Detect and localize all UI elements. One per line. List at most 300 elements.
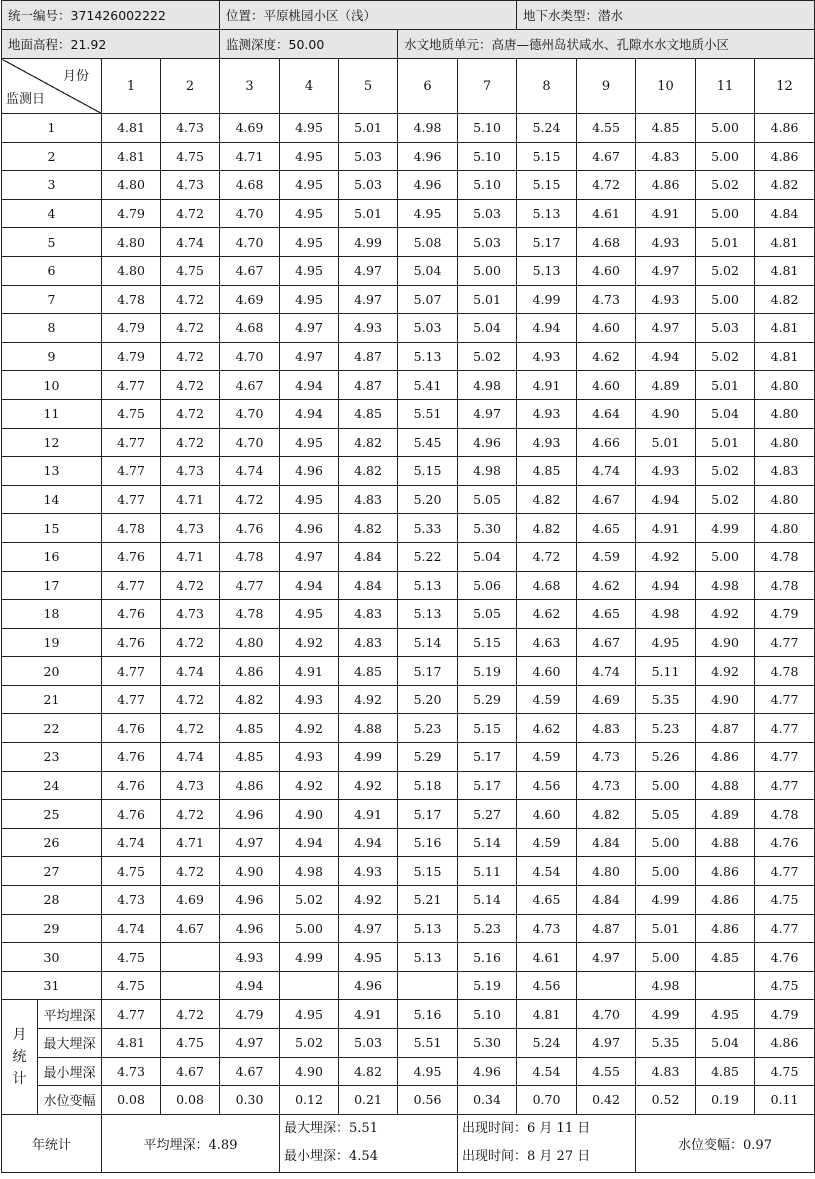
depth-value-cell: 4.71 [220, 142, 280, 171]
depth-value-cell: 4.85 [339, 399, 398, 428]
depth-value-cell: 4.72 [161, 314, 220, 343]
depth-value-cell: 4.97 [280, 314, 339, 343]
depth-value-cell: 4.77 [102, 657, 161, 686]
depth-value-cell: 4.78 [220, 542, 280, 571]
stat-value-cell: 0.34 [458, 1086, 517, 1115]
depth-value-cell: 4.74 [577, 457, 636, 486]
month-header: 10 [636, 59, 696, 114]
depth-value-cell: 4.77 [755, 628, 815, 657]
monthly-stat-row [2, 1029, 815, 1058]
depth-value-cell: 4.73 [161, 771, 220, 800]
monthly-stat-row [2, 1000, 815, 1029]
depth-value-cell: 4.97 [339, 256, 398, 285]
depth-value-cell: 4.63 [517, 628, 577, 657]
depth-value-cell: 4.89 [696, 800, 755, 829]
depth-value-cell: 4.69 [577, 685, 636, 714]
depth-value-cell: 4.60 [577, 256, 636, 285]
day-cell: 27 [2, 857, 102, 886]
depth-value-cell: 4.90 [280, 800, 339, 829]
depth-value-cell: 4.93 [280, 685, 339, 714]
annual-max-depth: 最大埋深：5.51 [284, 1121, 378, 1137]
day-cell: 3 [2, 171, 102, 200]
header-row-1 [2, 1, 815, 30]
table-row [2, 828, 815, 857]
depth-value-cell: 4.84 [339, 542, 398, 571]
stat-value-cell: 4.99 [636, 1000, 696, 1029]
stat-value-cell: 5.03 [339, 1029, 398, 1058]
depth-value-cell: 4.86 [696, 914, 755, 943]
depth-value-cell: 4.82 [220, 685, 280, 714]
depth-value-cell: 4.93 [636, 457, 696, 486]
depth-value-cell: 5.02 [696, 342, 755, 371]
depth-value-cell: 5.00 [636, 828, 696, 857]
depth-value-cell: 5.15 [398, 857, 458, 886]
groundwater-table [1, 0, 815, 1173]
day-cell: 25 [2, 800, 102, 829]
depth-value-cell: 5.33 [398, 514, 458, 543]
depth-value-cell: 4.96 [280, 514, 339, 543]
depth-value-cell: 4.99 [339, 743, 398, 772]
depth-value-cell: 5.02 [696, 256, 755, 285]
depth-value-cell: 5.00 [636, 857, 696, 886]
depth-value-cell [577, 971, 636, 1000]
depth-value-cell: 4.72 [161, 199, 220, 228]
month-header-row [2, 59, 815, 114]
depth-value-cell: 4.69 [220, 285, 280, 314]
stat-value-cell: 5.16 [398, 1000, 458, 1029]
depth-value-cell: 4.92 [636, 542, 696, 571]
depth-value-cell: 4.81 [755, 342, 815, 371]
depth-value-cell: 5.03 [458, 228, 517, 257]
table-row [2, 971, 815, 1000]
day-cell: 13 [2, 457, 102, 486]
depth-value-cell: 4.78 [755, 657, 815, 686]
depth-value-cell: 4.94 [220, 971, 280, 1000]
depth-value-cell: 4.93 [339, 314, 398, 343]
depth-value-cell: 5.03 [398, 314, 458, 343]
day-cell: 1 [2, 114, 102, 143]
month-header: 8 [517, 59, 577, 114]
depth-value-cell: 4.80 [755, 485, 815, 514]
ground-elevation: 地面高程：21.92 [2, 30, 220, 59]
table-row [2, 371, 815, 400]
stat-value-cell: 5.04 [696, 1029, 755, 1058]
depth-value-cell: 4.71 [161, 542, 220, 571]
depth-value-cell: 4.80 [755, 371, 815, 400]
depth-value-cell: 4.84 [755, 199, 815, 228]
stat-value-cell: 5.35 [636, 1029, 696, 1058]
table-row [2, 771, 815, 800]
depth-value-cell: 5.01 [636, 428, 696, 457]
depth-value-cell: 4.91 [280, 657, 339, 686]
depth-value-cell: 4.96 [339, 971, 398, 1000]
stat-value-cell: 4.82 [339, 1057, 398, 1086]
header-row-2 [2, 30, 815, 59]
table-row [2, 256, 815, 285]
stat-value-cell: 4.95 [696, 1000, 755, 1029]
depth-value-cell: 4.78 [220, 600, 280, 629]
depth-value-cell: 4.72 [161, 714, 220, 743]
depth-value-cell: 4.88 [339, 714, 398, 743]
depth-value-cell: 4.77 [102, 685, 161, 714]
depth-value-cell: 5.41 [398, 371, 458, 400]
depth-value-cell: 4.75 [161, 142, 220, 171]
depth-value-cell: 4.93 [517, 428, 577, 457]
depth-value-cell: 4.96 [220, 886, 280, 915]
annual-stats-row [2, 1114, 815, 1172]
depth-value-cell: 4.73 [161, 600, 220, 629]
depth-value-cell: 5.51 [398, 399, 458, 428]
monthly-stats-char: 统 [12, 1049, 27, 1066]
hydrogeologic-unit: 水文地质单元：高唐—德州岛状咸水、孔隙水水文地质小区 [398, 30, 815, 59]
month-axis-label: 月份 [62, 69, 89, 84]
depth-value-cell: 4.97 [636, 256, 696, 285]
depth-value-cell: 4.90 [220, 857, 280, 886]
day-cell: 22 [2, 714, 102, 743]
stat-value-cell: 0.52 [636, 1086, 696, 1115]
stat-value-cell: 4.95 [398, 1057, 458, 1086]
stat-value-cell: 4.72 [161, 1000, 220, 1029]
depth-value-cell: 4.76 [102, 714, 161, 743]
depth-value-cell: 5.03 [696, 314, 755, 343]
depth-value-cell: 4.92 [339, 886, 398, 915]
stat-value-cell: 4.81 [102, 1029, 161, 1058]
depth-value-cell: 4.77 [755, 714, 815, 743]
depth-value-cell: 4.93 [636, 285, 696, 314]
depth-value-cell: 4.92 [339, 685, 398, 714]
depth-value-cell: 5.14 [458, 886, 517, 915]
depth-value-cell: 4.72 [161, 428, 220, 457]
depth-value-cell: 4.90 [696, 685, 755, 714]
depth-value-cell: 4.73 [517, 914, 577, 943]
depth-value-cell: 5.01 [696, 371, 755, 400]
stat-value-cell: 0.21 [339, 1086, 398, 1115]
depth-value-cell: 4.92 [280, 771, 339, 800]
depth-value-cell: 5.01 [458, 285, 517, 314]
depth-value-cell: 4.94 [517, 314, 577, 343]
stat-value-cell: 0.30 [220, 1086, 280, 1115]
depth-value-cell: 5.02 [280, 886, 339, 915]
depth-value-cell: 5.19 [458, 971, 517, 1000]
table-row [2, 428, 815, 457]
depth-value-cell: 4.95 [398, 199, 458, 228]
depth-value-cell: 5.00 [696, 114, 755, 143]
depth-value-cell: 4.73 [161, 514, 220, 543]
depth-value-cell: 4.70 [220, 399, 280, 428]
depth-value-cell: 4.97 [577, 943, 636, 972]
stat-value-cell: 4.81 [517, 1000, 577, 1029]
depth-value-cell: 4.98 [398, 114, 458, 143]
depth-value-cell: 4.82 [339, 514, 398, 543]
depth-value-cell: 4.81 [755, 256, 815, 285]
month-header: 5 [339, 59, 398, 114]
depth-value-cell: 4.73 [102, 886, 161, 915]
table-row [2, 628, 815, 657]
table-row [2, 114, 815, 143]
depth-value-cell: 4.69 [220, 114, 280, 143]
depth-value-cell: 5.17 [398, 657, 458, 686]
depth-value-cell: 4.86 [636, 171, 696, 200]
depth-value-cell: 4.92 [280, 628, 339, 657]
depth-value-cell: 5.13 [398, 943, 458, 972]
day-cell: 16 [2, 542, 102, 571]
monthly-stat-row [2, 1057, 815, 1086]
stat-value-cell: 4.90 [280, 1057, 339, 1086]
depth-value-cell: 4.74 [577, 657, 636, 686]
depth-value-cell: 5.01 [696, 428, 755, 457]
month-header: 11 [696, 59, 755, 114]
annual-range: 水位变幅：0.97 [636, 1114, 815, 1172]
depth-value-cell: 4.70 [220, 342, 280, 371]
depth-value-cell: 4.85 [696, 943, 755, 972]
table-row [2, 342, 815, 371]
stat-value-cell: 0.08 [161, 1086, 220, 1115]
depth-value-cell: 4.76 [755, 828, 815, 857]
depth-value-cell: 4.76 [220, 514, 280, 543]
depth-value-cell: 5.05 [458, 485, 517, 514]
annual-max-time: 出现时间：6 月 11 日 [462, 1121, 591, 1137]
depth-value-cell: 4.60 [577, 371, 636, 400]
day-cell: 20 [2, 657, 102, 686]
stat-value-cell: 5.10 [458, 1000, 517, 1029]
depth-value-cell: 4.54 [517, 857, 577, 886]
month-header: 2 [161, 59, 220, 114]
stat-value-cell: 4.86 [755, 1029, 815, 1058]
stat-value-cell: 4.77 [102, 1000, 161, 1029]
depth-value-cell: 4.82 [517, 485, 577, 514]
depth-value-cell: 5.01 [339, 199, 398, 228]
depth-value-cell: 4.95 [280, 142, 339, 171]
stat-value-cell: 4.97 [577, 1029, 636, 1058]
depth-value-cell: 5.10 [458, 171, 517, 200]
depth-value-cell: 4.95 [280, 600, 339, 629]
depth-value-cell [398, 971, 458, 1000]
stat-value-cell: 4.67 [220, 1057, 280, 1086]
table-row [2, 285, 815, 314]
depth-value-cell: 4.74 [161, 657, 220, 686]
depth-value-cell: 4.92 [696, 600, 755, 629]
stat-value-cell: 0.12 [280, 1086, 339, 1115]
stat-value-cell: 4.75 [161, 1029, 220, 1058]
depth-value-cell: 4.62 [577, 342, 636, 371]
depth-value-cell: 4.85 [636, 114, 696, 143]
depth-value-cell: 5.01 [339, 114, 398, 143]
depth-value-cell: 4.92 [696, 657, 755, 686]
depth-value-cell: 4.67 [577, 485, 636, 514]
depth-value-cell: 4.73 [161, 114, 220, 143]
day-cell: 8 [2, 314, 102, 343]
depth-value-cell: 4.89 [636, 371, 696, 400]
depth-value-cell: 5.11 [636, 657, 696, 686]
depth-value-cell: 4.56 [517, 771, 577, 800]
depth-value-cell: 4.95 [280, 428, 339, 457]
stat-label: 水位变幅 [38, 1086, 102, 1115]
stat-value-cell: 5.24 [517, 1029, 577, 1058]
depth-value-cell: 4.97 [636, 314, 696, 343]
depth-value-cell: 4.88 [696, 828, 755, 857]
depth-value-cell: 5.04 [696, 399, 755, 428]
day-cell: 24 [2, 771, 102, 800]
month-header: 6 [398, 59, 458, 114]
depth-value-cell: 4.78 [755, 542, 815, 571]
depth-value-cell: 4.88 [696, 771, 755, 800]
day-cell: 18 [2, 600, 102, 629]
day-cell: 21 [2, 685, 102, 714]
stat-value-cell: 4.95 [280, 1000, 339, 1029]
table-row [2, 943, 815, 972]
day-cell: 19 [2, 628, 102, 657]
depth-value-cell: 4.72 [161, 371, 220, 400]
day-cell: 5 [2, 228, 102, 257]
depth-value-cell: 4.68 [517, 571, 577, 600]
depth-value-cell: 5.21 [398, 886, 458, 915]
depth-value-cell: 4.67 [161, 914, 220, 943]
depth-value-cell: 4.60 [577, 314, 636, 343]
depth-value-cell: 4.95 [339, 943, 398, 972]
table-row [2, 485, 815, 514]
depth-value-cell: 4.72 [161, 800, 220, 829]
depth-value-cell: 4.78 [755, 800, 815, 829]
table-row [2, 199, 815, 228]
depth-value-cell: 5.24 [517, 114, 577, 143]
day-cell: 14 [2, 485, 102, 514]
depth-value-cell: 4.77 [755, 857, 815, 886]
depth-value-cell: 4.96 [220, 800, 280, 829]
depth-value-cell: 4.74 [161, 743, 220, 772]
stat-value-cell: 4.85 [696, 1057, 755, 1086]
depth-value-cell: 4.91 [636, 199, 696, 228]
table-row [2, 600, 815, 629]
station-id: 统一编号：371426002222 [2, 1, 220, 30]
depth-value-cell: 4.77 [102, 485, 161, 514]
depth-value-cell: 4.80 [755, 514, 815, 543]
depth-value-cell: 4.79 [102, 199, 161, 228]
depth-value-cell: 5.06 [458, 571, 517, 600]
month-header: 3 [220, 59, 280, 114]
depth-value-cell: 5.07 [398, 285, 458, 314]
depth-value-cell: 4.75 [102, 971, 161, 1000]
depth-value-cell: 5.19 [458, 657, 517, 686]
depth-value-cell: 5.23 [398, 714, 458, 743]
day-axis-label: 监测日 [6, 92, 46, 107]
table-row [2, 514, 815, 543]
depth-value-cell: 4.72 [161, 685, 220, 714]
depth-value-cell: 4.98 [458, 371, 517, 400]
depth-value-cell: 5.13 [517, 199, 577, 228]
depth-value-cell: 4.85 [517, 457, 577, 486]
depth-value-cell: 5.00 [636, 771, 696, 800]
depth-value-cell: 4.70 [220, 228, 280, 257]
depth-value-cell: 4.77 [755, 914, 815, 943]
depth-value-cell: 4.65 [577, 600, 636, 629]
depth-value-cell: 4.78 [755, 571, 815, 600]
depth-value-cell: 4.99 [696, 514, 755, 543]
depth-value-cell: 4.93 [636, 228, 696, 257]
depth-value-cell: 4.81 [755, 228, 815, 257]
depth-value-cell: 4.97 [339, 914, 398, 943]
depth-value-cell: 4.68 [577, 228, 636, 257]
depth-value-cell: 4.91 [339, 800, 398, 829]
stat-value-cell: 0.19 [696, 1086, 755, 1115]
depth-value-cell: 4.72 [161, 857, 220, 886]
depth-value-cell: 5.01 [636, 914, 696, 943]
depth-value-cell: 4.59 [517, 685, 577, 714]
depth-value-cell: 5.13 [517, 256, 577, 285]
depth-value-cell: 4.78 [102, 514, 161, 543]
depth-value-cell: 5.14 [398, 628, 458, 657]
depth-value-cell: 4.87 [696, 714, 755, 743]
depth-value-cell: 4.76 [102, 600, 161, 629]
stat-value-cell: 4.79 [220, 1000, 280, 1029]
depth-value-cell: 4.77 [102, 457, 161, 486]
table-row [2, 314, 815, 343]
annual-min-depth: 最小埋深：4.54 [284, 1149, 378, 1165]
annual-max-min [280, 1114, 458, 1172]
depth-value-cell: 4.86 [696, 743, 755, 772]
depth-value-cell: 5.29 [398, 743, 458, 772]
depth-value-cell: 4.93 [220, 943, 280, 972]
depth-value-cell: 4.93 [280, 743, 339, 772]
depth-value-cell: 4.69 [161, 886, 220, 915]
depth-value-cell: 4.83 [339, 628, 398, 657]
depth-value-cell: 4.80 [577, 857, 636, 886]
depth-value-cell: 4.75 [102, 857, 161, 886]
depth-value-cell: 4.72 [517, 542, 577, 571]
depth-value-cell: 5.10 [458, 142, 517, 171]
depth-value-cell: 4.87 [339, 371, 398, 400]
depth-value-cell: 4.73 [577, 771, 636, 800]
depth-value-cell: 5.00 [636, 943, 696, 972]
depth-value-cell: 4.96 [220, 914, 280, 943]
depth-value-cell: 4.73 [577, 285, 636, 314]
depth-value-cell: 4.83 [755, 457, 815, 486]
depth-value-cell: 4.95 [280, 485, 339, 514]
depth-value-cell: 5.03 [458, 199, 517, 228]
depth-value-cell: 4.67 [577, 142, 636, 171]
day-cell: 28 [2, 886, 102, 915]
stat-value-cell: 0.11 [755, 1086, 815, 1115]
depth-value-cell: 4.70 [220, 428, 280, 457]
stat-value-cell: 4.67 [161, 1057, 220, 1086]
month-header: 4 [280, 59, 339, 114]
depth-value-cell: 4.74 [102, 914, 161, 943]
depth-value-cell: 5.04 [458, 542, 517, 571]
depth-value-cell: 4.95 [280, 114, 339, 143]
depth-value-cell: 4.92 [339, 771, 398, 800]
depth-value-cell: 4.85 [220, 743, 280, 772]
monthly-stats-char: 月 [12, 1027, 27, 1044]
depth-value-cell: 4.82 [577, 800, 636, 829]
depth-value-cell: 4.94 [280, 371, 339, 400]
depth-value-cell: 5.17 [458, 771, 517, 800]
table-row [2, 914, 815, 943]
day-cell: 30 [2, 943, 102, 972]
depth-value-cell: 4.79 [102, 342, 161, 371]
depth-value-cell: 5.13 [398, 600, 458, 629]
depth-value-cell: 4.77 [220, 571, 280, 600]
depth-value-cell: 4.68 [220, 171, 280, 200]
depth-value-cell: 4.61 [517, 943, 577, 972]
groundwater-type: 地下水类型：潜水 [517, 1, 815, 30]
depth-value-cell: 4.68 [220, 314, 280, 343]
stat-value-cell: 0.42 [577, 1086, 636, 1115]
depth-value-cell: 4.77 [102, 571, 161, 600]
depth-value-cell: 5.13 [398, 571, 458, 600]
annual-min-time: 出现时间：8 月 27 日 [462, 1149, 591, 1165]
depth-value-cell: 5.00 [696, 285, 755, 314]
depth-value-cell: 4.81 [102, 142, 161, 171]
depth-value-cell: 4.95 [636, 628, 696, 657]
